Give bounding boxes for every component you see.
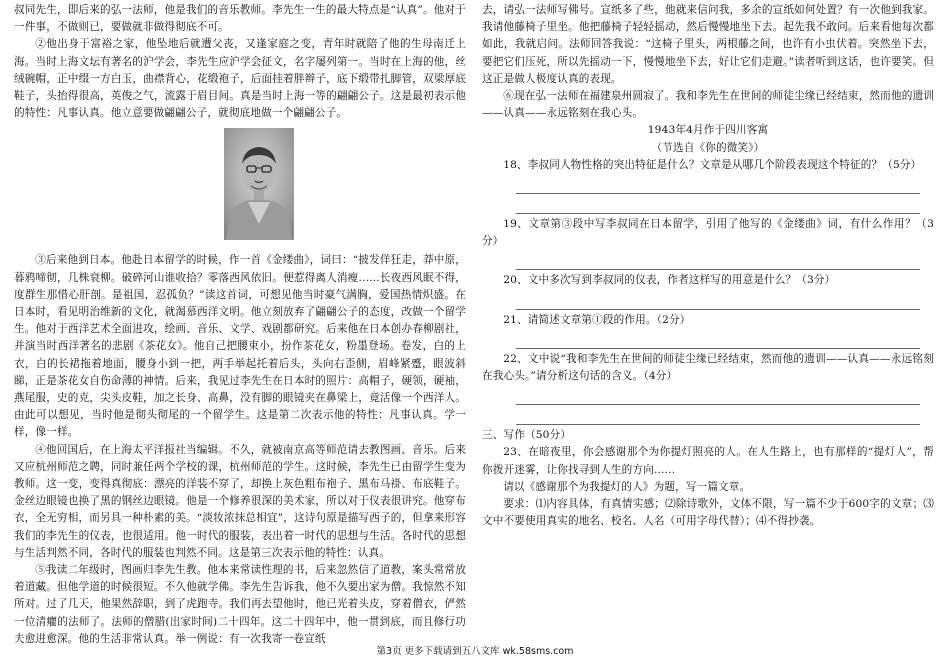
answer-area-21[interactable] <box>482 329 934 349</box>
section-writing-heading: 三、写作（50分） <box>482 429 571 442</box>
question-23-title: 请以《感谢那个为我提灯的人》为题，写一篇文章。 <box>503 480 751 493</box>
left-column <box>14 2 466 648</box>
answer-area-18[interactable] <box>482 174 934 214</box>
question-22: 22、文中说“我和李先生在世间的师徒尘缘已经结束，然而他的遗训——认真——永远铭刻在我心头。”请分析这句话的含义。（4分） <box>482 352 934 383</box>
paragraph-4: ④他回国后，在上海太平洋报社当编辑。不久，就被南京高等师范请去教图画、音乐。后来又应杭州师范之聘，同时兼任两个学校的课，杭州师范的学生。这时候，李先生已由留学生变为教师。这一变，变得真彻底：漂亮的洋装不穿了，却换上灰色粗布袍子、黑布马褂、布底鞋子。金丝边眼镜也换了黑的钢丝边眼镜。他是一个修养很深的美术家，所以对于仪表很讲究。他穿布衣，全无穷相，而另具一种朴素的美。“淡妆浓抹总相宜”，这诗句原是描写西子的，但拿来形容我们的李先生的仪表，也很适用。他一时代的服装，表出着一时代的思想与生活。各时代的思想与生活判然不同，各时代的服装也判然不同。这是第三次表示他的特性：认真。 <box>14 443 466 559</box>
question-20: 20、文中多次写到李叔同的仪表，作者这样写的用意是什么？（3分） <box>503 274 836 287</box>
paragraph-2: ②他出身于富裕之家，他坠地后就遭父丧，又逢家庭之变，青年时就陪了他的生母南迁上海。当时上海文坛有著名的沪学会，李先生应沪学会征文，名字屡列第一。当时在上海的他，丝绒碗帽，正中缀一方白玉，曲襟背心，花缎袍子，后面挂着胖辫子，底下缎带扎脚管，双梁厚底鞋子，头抬得很高，英俊之气，流露于眉目间。真是当时上海一等的翩翩公子。这是最初表示他的特性：凡事认真。他立意要做翩翩公子，就彻底地做一个翩翩公子。 <box>14 38 466 120</box>
answer-line[interactable] <box>516 194 920 214</box>
paragraph-5: ⑤我读二年级时，图画归李先生教。他本来常读性理的书，后来忽然信了道教，案头常常放着道藏。但他学道的时候很短。不久他就学佛。李先生告诉我，他不久要出家为僧。我惊然不知所对。过了几天，他果然辞职，到了虎跑寺。我们再去望他时，他已光着头皮，穿着僧衣，俨然一位清癯的法师了。法师的僧腊(出家时间)二十四年。这二十四年中，他一贯到底，而且修行功夫愈进愈深。他的生活非常认真。举一例说：有一次我寄一卷宣纸 <box>14 564 466 645</box>
question-19: 19、文章第③段中写李叔同在日本留学，引用了他写的《金缕曲》词，有什么作用？（3分） <box>482 218 934 248</box>
question-21: 21、请简述文章第①段的作用。（2分） <box>503 313 691 326</box>
answer-line[interactable] <box>516 405 920 425</box>
answer-line[interactable] <box>516 329 920 349</box>
answer-area-19[interactable] <box>482 250 934 270</box>
page-footer: 第3页 更多下载请到五八文库 wk.58sms.com <box>376 646 574 657</box>
date-line: 1943年4月作于四川客寓 <box>647 124 769 137</box>
answer-line[interactable] <box>516 174 920 194</box>
answer-line[interactable] <box>516 290 920 310</box>
answer-area-22[interactable] <box>482 385 934 425</box>
paragraph-3: ③后来他到日本。他赴日本留学的时候，作一首《金缕曲》，词曰：“披发佯狂走，莽中原，暮鸦啼彻，几株衰柳。破碎河山谁收拾？零落西风依旧。便惹得离人消瘦……长夜西风眠不得，度群生那惜心肝剖。是祖国，忍孤负？”读这首词，可想见他当时豪气满胸，爱国热情炽盛。在日本时，看见明治维新的文化，就渴慕西洋文明。他立刻放弃了翩翩公子的态度，改做一个留学生。他对于西洋艺术全面进攻，绘画、音乐、文学、戏剧都研究。后来他在日本创办春柳剧社，并演当时西洋著名的悲剧《茶花女》。他自己把腰束小，扮作茶花女，粉墨登场。卷发，白的上衣，白的长裙拖着地面，腰身小到一把，两手举起托着后头，头向右歪侧，眉峰紧蹙，眼波斜睇，正是茶花女自伤命薄的神情。后来，我见过李先生在日本时的照片：高帽子，硬领，硬袖，燕尾服，史的克，尖头皮鞋，加之长身、高鼻，没有脚的眼镜夹在鼻梁上，竟活像一个西洋人。由此可以想见，当时他是彻头彻尾的一个留学生。这是第二次表示他的特性：凡事认真。学一样，像一样。 <box>14 254 466 439</box>
question-18: 18、李叔同人物性格的突出特征是什么？文章是从哪几个阶段表现这个特征的？（5分） <box>503 158 922 171</box>
paragraph-5-continued: 去，请弘一法师写佛号。宣纸多了些，他就来信问我，多余的宣纸如何处置？有一次他到我家。我请他藤椅子里坐。他把藤椅子轻轻摇动，然后慢慢地坐下去。起先我不敢问。后来看他每次都如此，我就启问。法师回答我说：“这椅子里头，两根藤之间，也许有小虫伏着。突然坐下去，要把它们压死，所以先摇动一下，慢慢地坐下去，好让它们走避。”读者听到这话，也许要笑。但这正是做人极度认真的表现。 <box>482 4 934 85</box>
question-23-prompt: 23、在暗夜里，你会感谢那个为你提灯照亮的人。在人生路上，也有那样的“提灯人”，帮你拨开迷雾，让你找寻到人生的方向…… <box>482 446 934 476</box>
answer-area-20[interactable] <box>482 290 934 310</box>
answer-line[interactable] <box>516 385 920 405</box>
paragraph-6: ⑥现在弘一法师在福建泉州圆寂了。我和李先生在世间的师徒尘缘已经结束，然而他的遗训——认真——永远铭刻在我心头。 <box>482 90 934 120</box>
question-23-requirements: 要求：⑴内容具体，有真情实感；⑵除诗歌外，文体不限，写一篇不少于600字的文章；⑶文中不要使用真实的地名、校名、人名（可用字母代替）；⑷不得抄袭。 <box>482 498 934 528</box>
answer-line[interactable] <box>516 250 920 270</box>
right-column <box>482 2 934 530</box>
portrait-photo <box>224 128 294 240</box>
paragraph-1: 叔同先生，即后来的弘一法师，他是我们的音乐教师。李先生一生的最大特点是“认真”。他对于一件事，不做则已，要做就非做得彻底不可。 <box>14 4 466 34</box>
portrait-figure <box>14 126 466 248</box>
source-line: （节选自《你的微笑》） <box>651 141 765 154</box>
